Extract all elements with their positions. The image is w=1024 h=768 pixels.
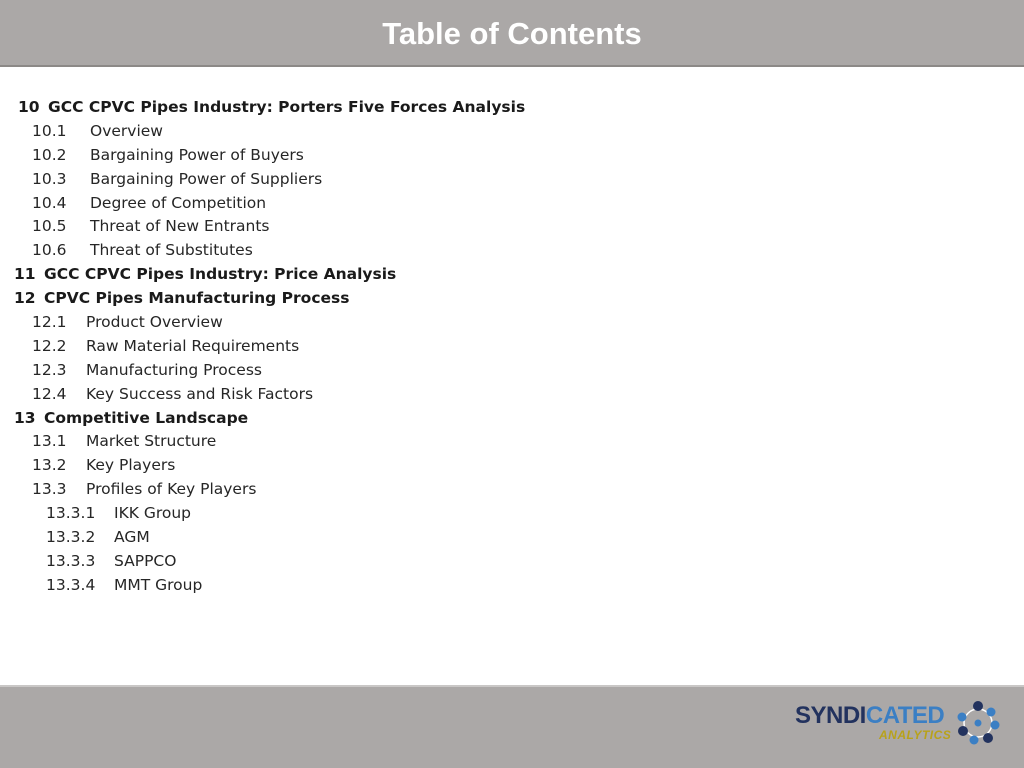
page-title: Table of Contents — [382, 16, 642, 51]
toc-entry-number: 13.3.4 — [46, 575, 96, 594]
toc-entry — [0, 335, 700, 359]
toc-entry-number: 13.3.3 — [46, 551, 96, 570]
toc-entry-number: 13.3.1 — [46, 504, 96, 523]
toc-entry — [0, 263, 700, 287]
toc-entry-number: 12.4 — [32, 384, 67, 403]
toc-entry-number: 10.1 — [32, 121, 67, 140]
toc-entry-label: Threat of Substitutes — [90, 241, 253, 260]
toc-entry — [0, 287, 700, 311]
logo-text-part1: SYNDI — [795, 702, 866, 729]
toc-entry-label: GCC CPVC Pipes Industry: Porters Five Forces Analysis — [48, 98, 526, 116]
toc-entry-number: 10.3 — [32, 169, 67, 188]
toc-entry — [0, 192, 700, 216]
toc-entry — [0, 311, 700, 335]
toc-entry-label: CPVC Pipes Manufacturing Process — [44, 289, 350, 308]
toc-entry-number: 10.5 — [32, 217, 67, 236]
toc-entry-label: Overview — [90, 121, 163, 140]
toc-entry-label: Product Overview — [86, 313, 223, 332]
toc-entry — [0, 144, 700, 168]
toc-entry-number: 12.1 — [32, 313, 67, 332]
company-logo — [795, 700, 1000, 750]
toc-entry-label: MMT Group — [114, 575, 203, 594]
toc-entry — [0, 96, 700, 120]
toc-entry-label: Bargaining Power of Suppliers — [90, 169, 323, 188]
toc-entry — [0, 454, 700, 478]
toc-entry-label: Raw Material Requirements — [86, 336, 300, 355]
toc-entry-number: 13.2 — [32, 456, 67, 475]
toc-entry-number: 11 — [14, 265, 36, 284]
toc-entry — [0, 502, 700, 526]
toc-entry — [0, 526, 700, 550]
toc-entry-label: IKK Group — [114, 504, 192, 523]
toc-entry-number: 13.3 — [32, 480, 67, 499]
toc-entry — [0, 383, 700, 407]
toc-entry-label: Key Players — [86, 456, 176, 475]
toc-entry — [0, 407, 700, 431]
toc-entry — [0, 168, 700, 192]
toc-entry — [0, 478, 700, 502]
toc-entry-label: Market Structure — [86, 432, 217, 451]
toc-entry-label: SAPPCO — [114, 551, 177, 570]
toc-entry-number: 12 — [14, 289, 36, 308]
toc-entry-label: Key Success and Risk Factors — [86, 384, 314, 403]
logo-text-part2: CATED — [865, 702, 945, 729]
toc-entry-number: 13.1 — [32, 432, 67, 451]
toc-entry-label: AGM — [114, 528, 150, 547]
toc-entry-number: 10.6 — [32, 241, 67, 260]
toc-entry — [0, 550, 700, 574]
toc-entry-label: GCC CPVC Pipes Industry: Price Analysis — [44, 265, 397, 284]
toc-entry-number: 12.2 — [32, 336, 67, 355]
logo-subtext: ANALYTICS — [879, 728, 952, 742]
toc-entry-number: 10 — [18, 98, 40, 116]
toc-entry — [0, 430, 700, 454]
toc-entry — [0, 239, 700, 263]
toc-entry-number: 10.4 — [32, 193, 67, 212]
toc-entry-label: Competitive Landscape — [44, 408, 249, 427]
toc-entry-label: Bargaining Power of Buyers — [90, 145, 304, 164]
toc-entry-label: Degree of Competition — [90, 193, 267, 212]
toc-entry — [0, 359, 700, 383]
toc-entry — [0, 120, 700, 144]
toc-entry — [0, 215, 700, 239]
toc-entry-label: Profiles of Key Players — [86, 480, 257, 499]
toc-entry-number: 13 — [14, 408, 36, 427]
toc-entry-label: Threat of New Entrants — [90, 217, 270, 236]
logo-ring-icon — [955, 700, 1001, 746]
toc-entry-number: 10.2 — [32, 145, 67, 164]
toc-entry-number: 13.3.2 — [46, 528, 96, 547]
toc-entry — [0, 574, 700, 598]
table-of-contents — [0, 96, 700, 598]
logo-wordmark — [795, 702, 944, 730]
toc-entry-label: Manufacturing Process — [86, 360, 262, 379]
toc-entry-number: 12.3 — [32, 360, 67, 379]
